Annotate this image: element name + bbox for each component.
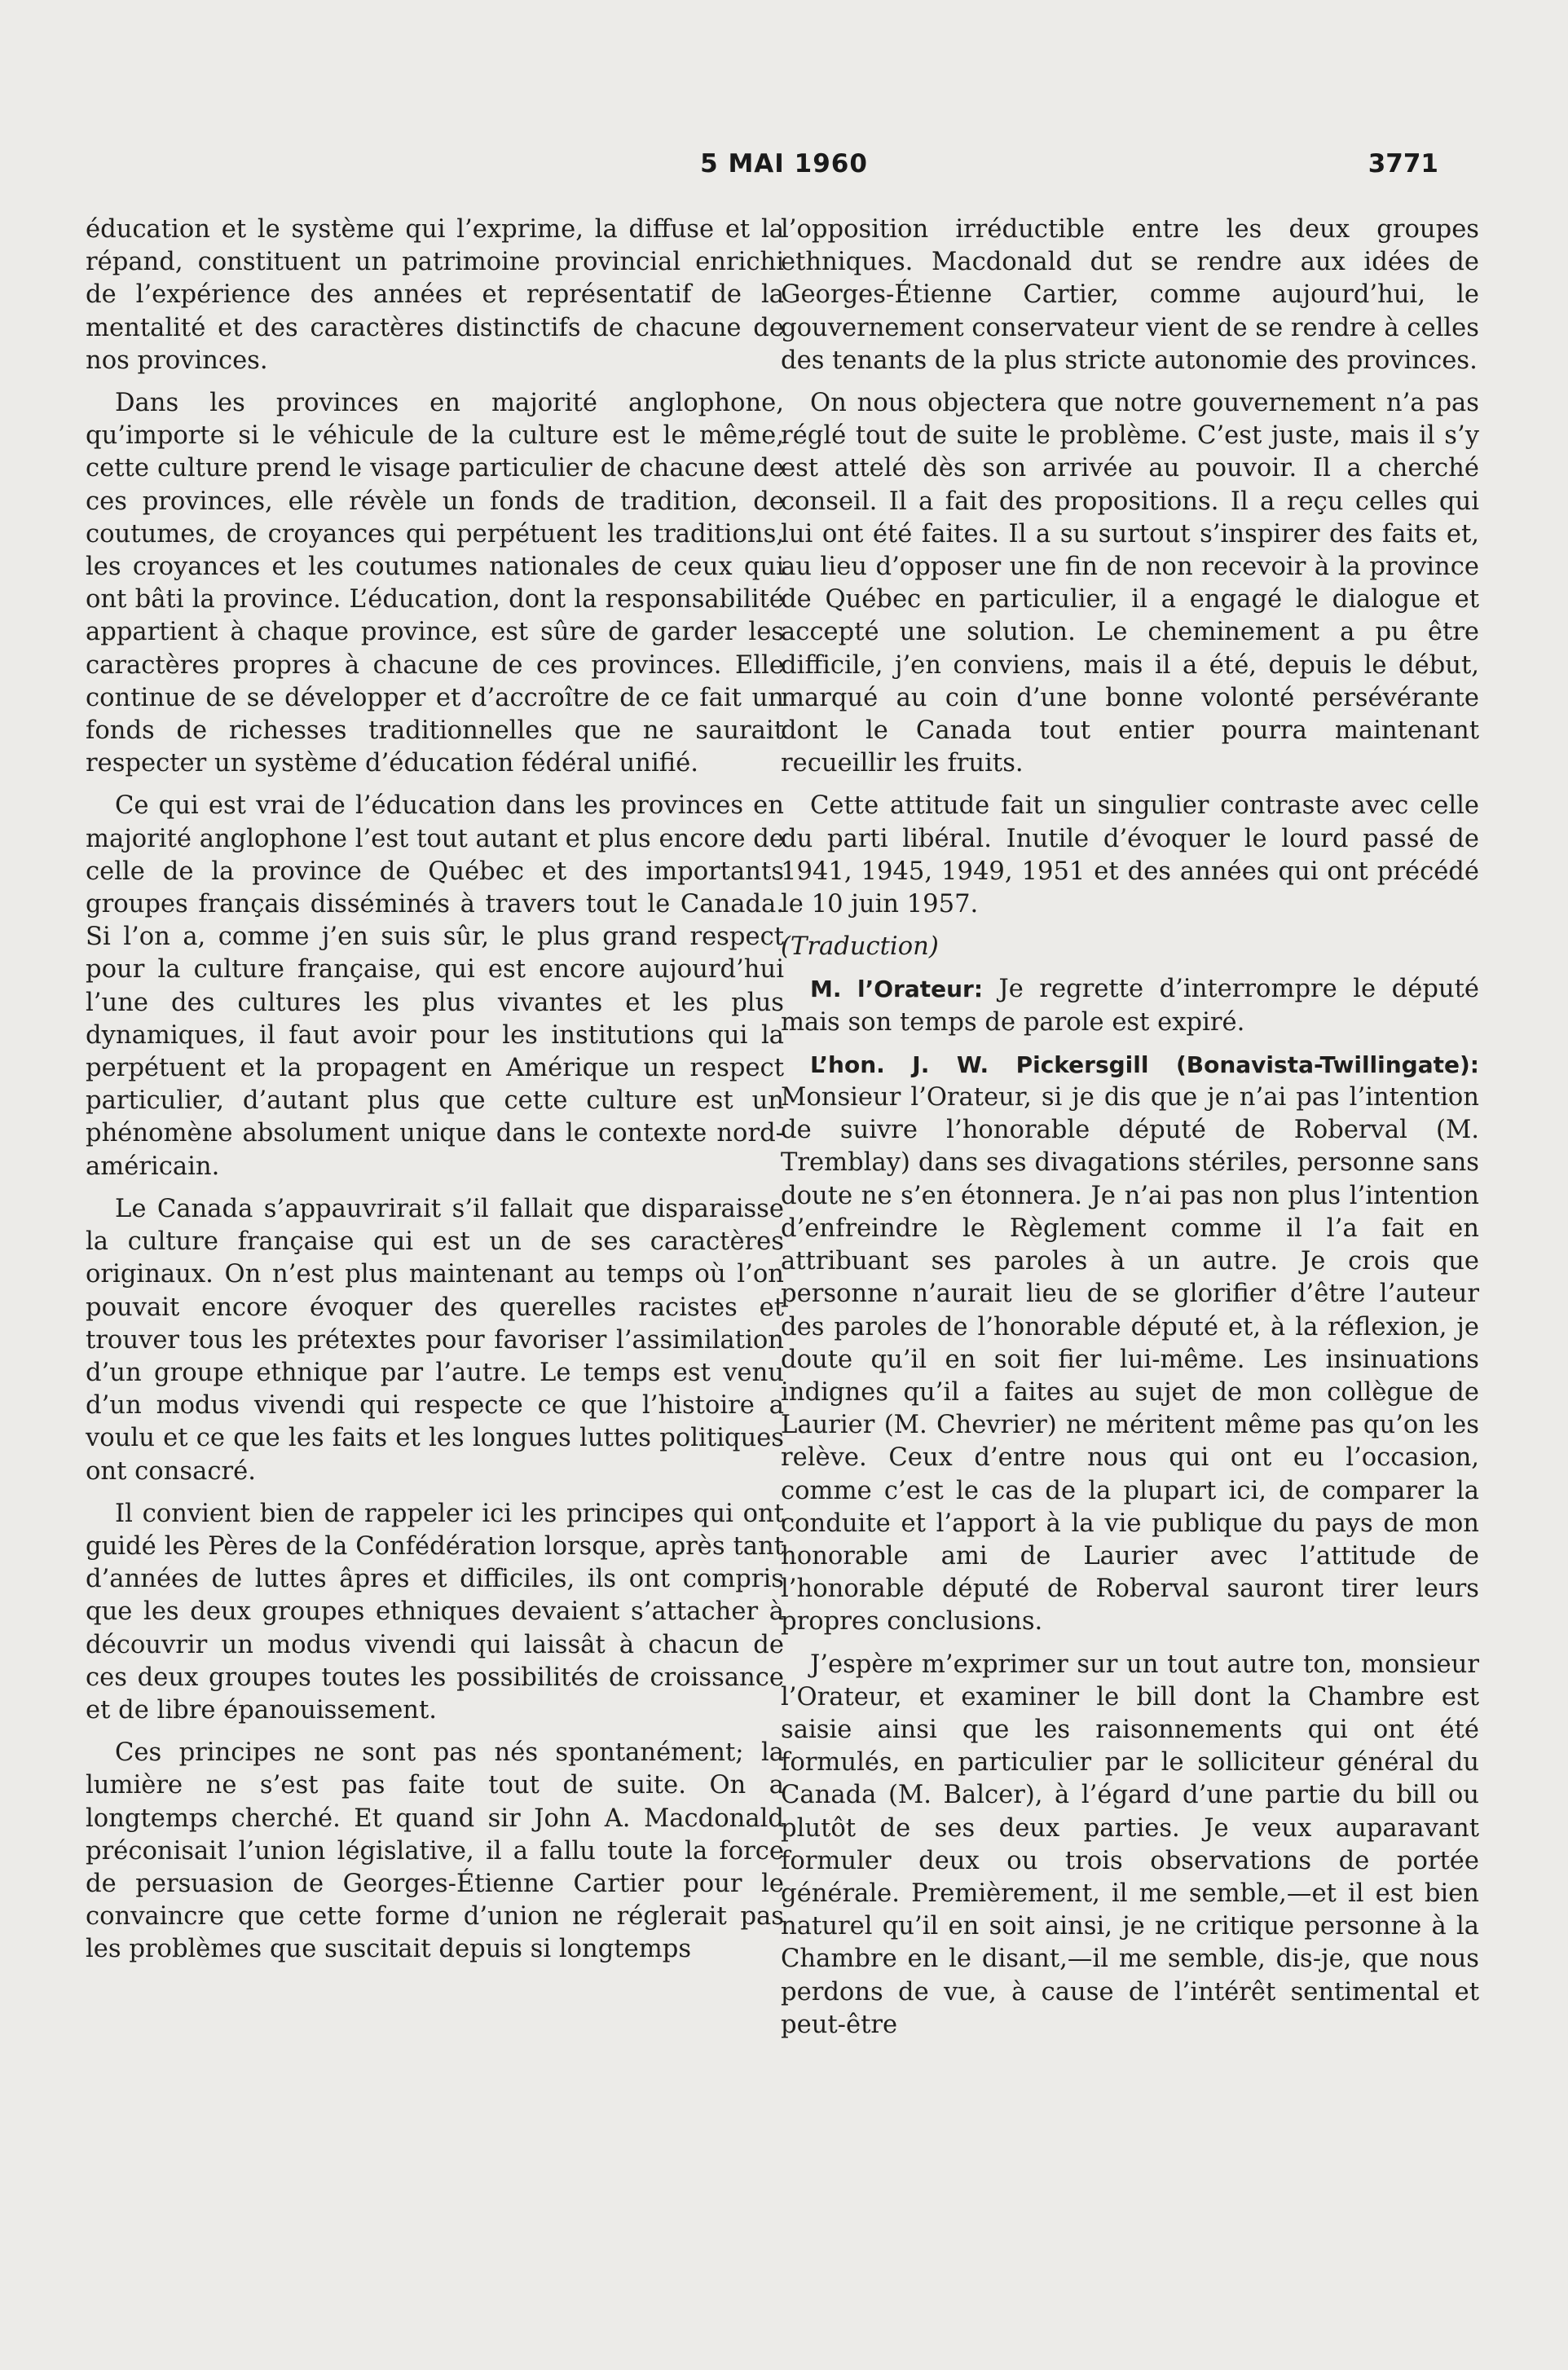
translation-note: (Traduction)	[781, 932, 939, 962]
paragraph: l’opposition irréductible entre les deux groupes ethniques. Macdonald dut se rendre aux idées de Georges-Étienne Cartier, comme aujourd’hui, le gouvernement conservateur vient de se rendre à celles des tenants de la plus stricte autonomie des provinces.	[781, 215, 1479, 375]
speaker-paragraph	[781, 973, 1479, 1038]
paragraph: Ce qui est vrai de l’éducation dans les provinces en majorité anglophone l’est tout autant et plus encore de celle de la province de Québec et des importants groupes français disséminés à travers tout le Canada. Si l’on a, comme j’en suis sûr, le plus grand respect pour la culture française, qui est encore aujourd’hui l’une des cultures les plus vivantes et les plus dynamiques, il faut avoir pour les institutions qui la perpétuent et la propagent en Amérique un respect particulier, d’autant plus que cette culture est un phénomène absolument unique dans le contexte nord-américain.	[86, 791, 784, 1181]
speaker-name: L’hon. J. W. Pickersgill (Bonavista-Twillingate):	[810, 1051, 1479, 1078]
left-column	[86, 214, 784, 1976]
speaker-name: M. l’Orateur:	[810, 976, 984, 1003]
paragraph: éducation et le système qui l’exprime, la diffuse et la répand, constituent un patrimoine provincial enrichi de l’expérience des années et représentatif de la mentalité et des caractères distinctifs de chacune de nos provinces.	[86, 215, 784, 375]
paragraph: Dans les provinces en majorité anglophone, qu’importe si le véhicule de la culture est le même, cette culture prend le visage particulier de chacune de ces provinces, elle révèle un fonds de tradition, de coutumes, de croyances qui perpétuent les traditions, les croyances et les coutumes nationales de ceux qui ont bâti la province. L’éducation, dont la responsabilité appartient à chaque province, est sûre de garder les caractères propres à chacune de ces provinces. Elle continue de se développer et d’accroître de ce fait un fonds de richesses traditionnelles que ne saurait respecter un système d’éducation fédéral unifié.	[86, 389, 784, 778]
paragraph: Le Canada s’appauvrirait s’il fallait que disparaisse la culture française qui est un de ses caractères originaux. On n’est plus maintenant au temps où l’on pouvait encore évoquer des querelles racistes et trouver tous les prétextes pour favoriser l’assimilation d’un groupe ethnique par l’autre. Le temps est venu d’un modus vivendi qui respecte ce que l’histoire a voulu et ce que les faits et les longues luttes politiques ont consacré.	[86, 1194, 784, 1486]
speaker-paragraph	[781, 1049, 1479, 1639]
speech-text: Monsieur l’Orateur, si je dis que je n’ai pas l’intention de suivre l’honorable député de Roberval (M. Tremblay) dans ses divagations stériles, personne sans doute ne s’en étonnera. Je n’ai pas non plus l’intention d’enfreindre le Règlement comme il l’a fait en attribuant ses paroles à un autre. Je crois que personne n’aurait lieu de se glorifier d’être l’auteur des paroles de l’honorable député et, à la réflexion, je doute qu’il en soit fier lui-même. Les insinuations indignes qu’il a faites au sujet de mon collègue de Laurier (M. Chevrier) ne méritent même pas qu’on les relève. Ceux d’entre nous qui ont eu l’occasion, comme c’est le cas de la plupart ici, de comparer la conduite et l’apport à la vie publique du pays de mon honorable ami de Laurier avec l’attitude de l’honorable député de Roberval sauront tirer leurs propres conclusions.	[781, 1083, 1479, 1637]
page-number: 3771	[1368, 149, 1438, 178]
speech-text: Je regrette d’interrompre le député mais son temps de parole est expiré.	[781, 975, 1479, 1037]
paragraph: Ces principes ne sont pas nés spontanément; la lumière ne s’est pas faite tout de suite. On a longtemps cherché. Et quand sir John A. Macdonald préconisait l’union législative, il a fallu toute la force de persuasion de Georges-Étienne Cartier pour le convaincre que cette forme d’union ne réglerait pas les problèmes que suscitait depuis si longtemps	[86, 1738, 784, 1964]
paragraph: On nous objectera que notre gouvernement n’a pas réglé tout de suite le problème. C’est juste, mais il s’y est attelé dès son arrivée au pouvoir. Il a cherché conseil. Il a fait des propositions. Il a reçu celles qui lui ont été faites. Il a su surtout s’inspirer des faits et, au lieu d’opposer une fin de non recevoir à la province de Québec en particulier, il a engagé le dialogue et accepté une solution. Le cheminement a pu être difficile, j’en conviens, mais il a été, depuis le début, marqué au coin d’une bonne volonté persévérante dont le Canada tout entier pourra maintenant recueillir les fruits.	[781, 389, 1479, 778]
right-column	[781, 214, 1479, 2051]
paragraph: Il convient bien de rappeler ici les principes qui ont guidé les Pères de la Confédération lorsque, après tant d’années de luttes âpres et difficiles, ils ont compris que les deux groupes ethniques devaient s’attacher à découvrir un modus vivendi qui laissât à chacun de ces deux groupes toutes les possibilités de croissance et de libre épanouissement.	[86, 1499, 784, 1725]
header-date: 5 MAI 1960	[700, 149, 868, 178]
paragraph: Cette attitude fait un singulier contraste avec celle du parti libéral. Inutile d’évoquer le lourd passé de 1941, 1945, 1949, 1951 et des années qui ont précédé le 10 juin 1957.	[781, 791, 1479, 919]
paragraph: J’espère m’exprimer sur un tout autre ton, monsieur l’Orateur, et examiner le bill dont la Chambre est saisie ainsi que les raisonnements qui ont été formulés, en particulier par le solliciteur général du Canada (M. Balcer), à l’égard d’une partie du bill ou plutôt de ses deux parties. Je veux auparavant formuler deux ou trois observations de portée générale. Premièrement, il me semble,—et il est bien naturel qu’il en soit ainsi, je ne critique personne à la Chambre en le disant,—il me semble, dis-je, que nous perdons de vue, à cause de l’intérêt sentimental et peut-être	[781, 1650, 1479, 2039]
